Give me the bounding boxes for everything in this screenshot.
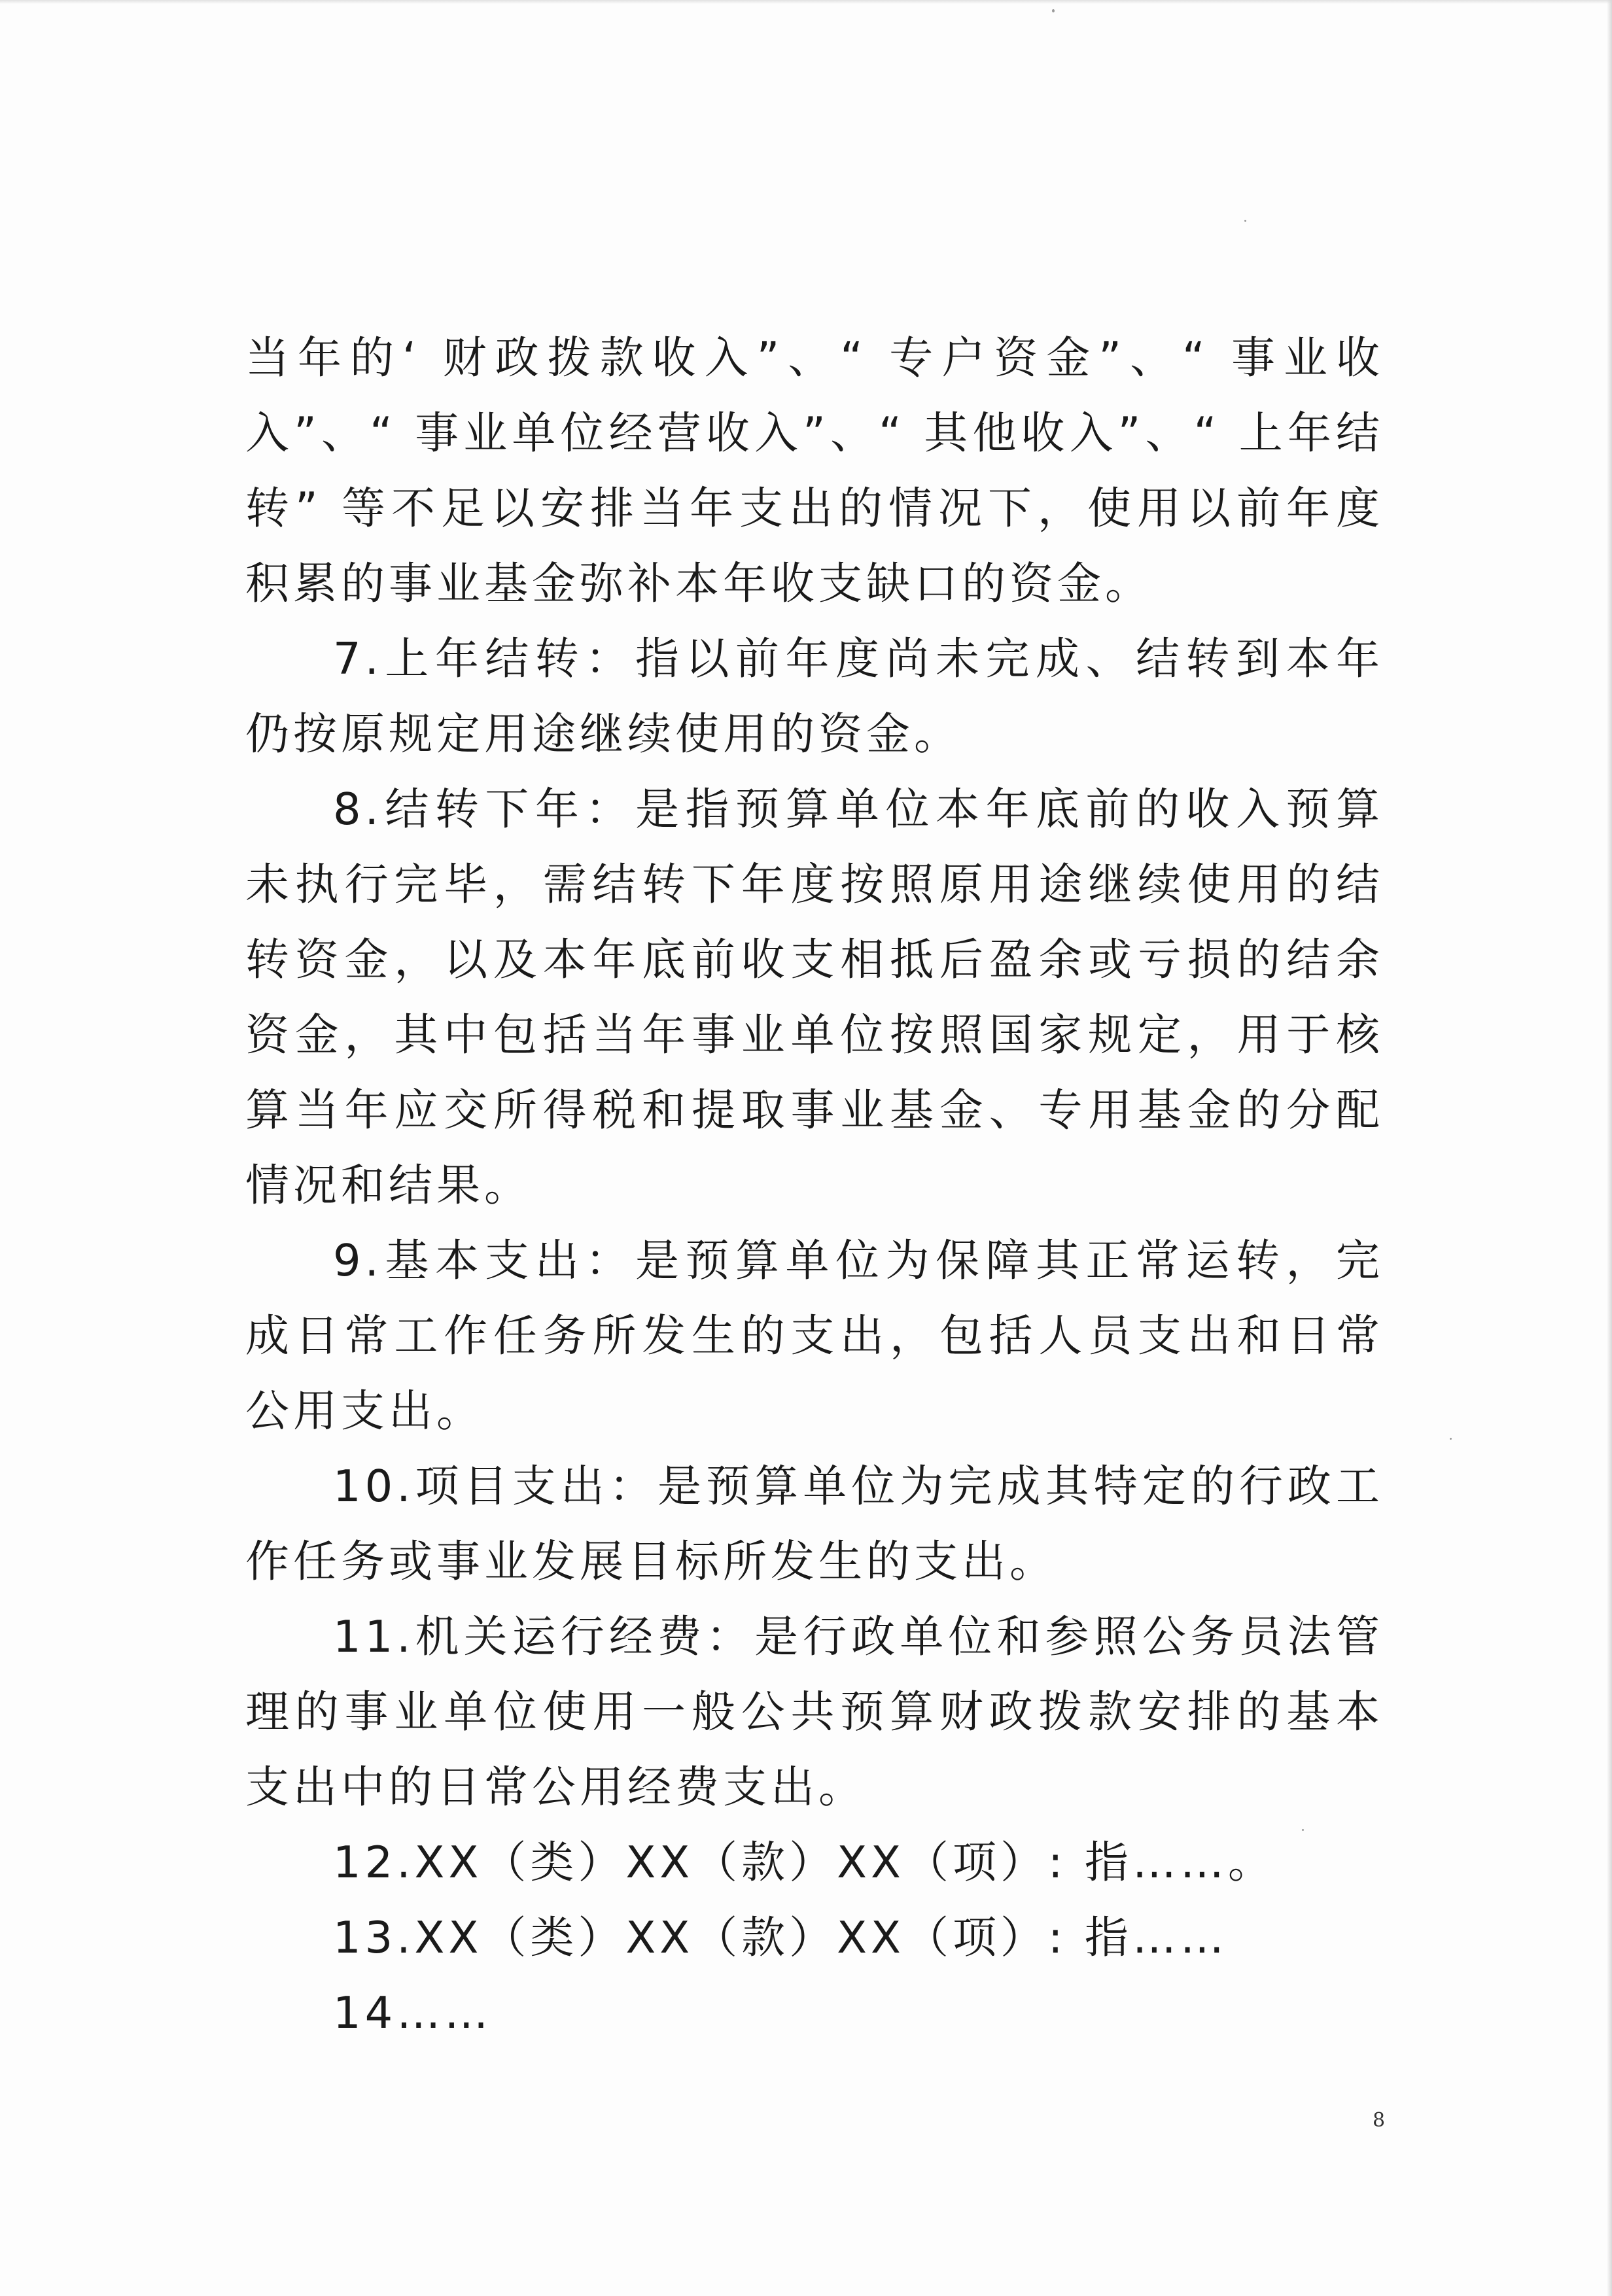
paragraph-10-project-expenditure: 10.项目支出：是预算单位为完成其特定的行政工作任务或事业发展目标所发生的支出。 — [245, 1461, 1384, 1587]
scan-speck — [1244, 220, 1246, 222]
paragraph-continuation: 当年的‘ 财政拨款收入”、“ 专户资金”、“ 事业收入”、“ 事业单位经营收入”、“ 其他收入”、“ 上年结转” 等不足以安排当年支出的情况下，使用以前年度积累的事业基金弥补本年收支缺口的资金。 — [245, 332, 1384, 609]
scan-edge-right — [1607, 0, 1612, 2296]
document-body — [245, 321, 1384, 2051]
paragraph-12-placeholder: 12.XX（类）XX（款）XX（项）: 指……。 — [333, 1837, 1276, 1888]
paragraph-9-basic-expenditure: 9.基本支出：是预算单位为保障其正常运转，完成日常工作任务所发生的支出，包括人员支出和日常公用支出。 — [245, 1235, 1384, 1436]
paragraph-11-operating-expenses: 11.机关运行经费：是行政单位和参照公务员法管理的事业单位使用一般公共预算财政拨款安排的基本支出中的日常公用经费支出。 — [245, 1611, 1384, 1813]
paragraph-14-placeholder: 14…… — [333, 1987, 493, 2038]
page-number: 8 — [1373, 2109, 1386, 2132]
paragraph-13-placeholder: 13.XX（类）XX（款）XX（项）: 指…… — [333, 1912, 1228, 1963]
scan-speck — [1450, 1438, 1452, 1440]
scan-edge-top — [0, 0, 1612, 4]
paragraph-8-carryover-next-year: 8.结转下年：是指预算单位本年底前的收入预算未执行完毕，需结转下年度按照原用途继续使用的结转资金，以及本年底前收支相抵后盈余或亏损的结余资金，其中包括当年事业单位按照国家规定，用于核算当年应交所得税和提取事业基金、专用基金的分配情况和结果。 — [245, 784, 1384, 1211]
paragraph-7-carryover-last-year: 7.上年结转：指以前年度尚未完成、结转到本年仍按原规定用途继续使用的资金。 — [245, 633, 1384, 759]
scan-speck — [1052, 9, 1055, 12]
